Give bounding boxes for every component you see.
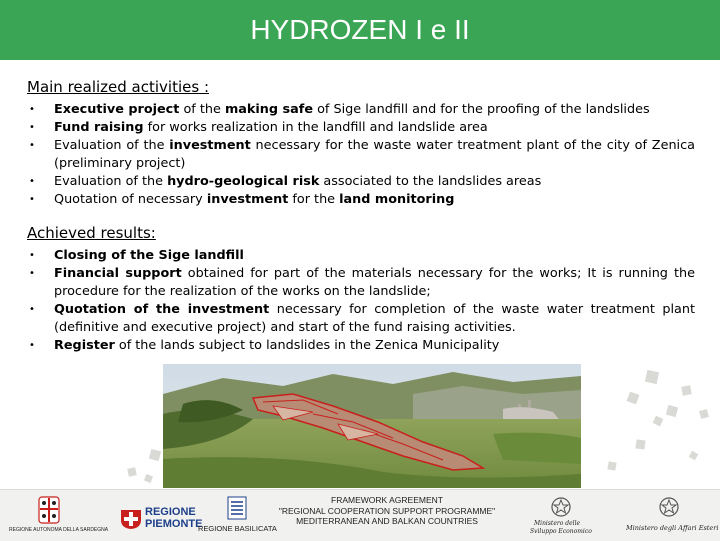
framework-agreement-text: FRAMEWORK AGREEMENT "REGIONAL COOPERATION SUPPORT PROGRAMME" MEDITERRANEAN AND BALKAN COUNTRIES [278,495,496,526]
bullet-icon: • [29,176,35,187]
ministero-esteri-logo: Ministero degli Affari Esteri [626,496,716,536]
bullet-icon: • [29,194,35,205]
landfill-photo [163,364,581,488]
basilicata-emblem-icon [227,496,247,520]
bullet-icon: • [29,104,35,115]
sardinia-caption: REGIONE AUTONOMA DELLA SARDEGNA [9,527,109,533]
activities-list [27,101,695,209]
list-item: • Register of the lands subject to landslides in the Zenica Municipality [29,338,500,353]
list-item: • Quotation of the investment necessary for completion of the waste water treatment plant (definitive and executive project) and start of the fund raising activities. [29,302,695,335]
bullet-icon: • [29,304,35,315]
list-item: • Fund raising for works realization in the landfill and landslide area [29,120,488,135]
section-heading-activities: Main realized activities : [27,78,210,96]
list-item: • Evaluation of the hydro-geological risk associated to the landslides areas [29,174,542,189]
bullet-icon: • [29,268,35,279]
list-item: • Closing of the Sige landfill [29,248,244,263]
italian-emblem-icon [550,496,572,518]
bullet-icon: • [29,122,35,133]
page-title: HYDROZEN I e II [250,14,470,45]
bullet-icon: • [29,250,35,261]
piemonte-logo: REGIONE PIEMONTE [117,496,215,536]
italian-emblem-icon [658,496,680,518]
results-list [27,247,695,355]
basilicata-caption: REGIONE BASILICATA [198,524,277,533]
piemonte-shield-icon [119,508,143,530]
list-item: • Financial support obtained for part of the materials necessary for the works; It is running the procedure for the realization of the works on the landslide; [29,266,695,299]
footer-logos [0,489,720,541]
bullet-icon: • [29,140,35,151]
sardinia-flag-icon [38,496,60,524]
ministero-sviluppo-logo: Ministero delle Sviluppo Economico [528,496,598,536]
list-item: • Quotation of necessary investment for the land monitoring [29,192,455,207]
section-heading-results: Achieved results: [27,224,156,242]
list-item: • Executive project of the making safe of Sige landfill and for the proofing of the landslides [29,102,650,117]
bullet-icon: • [29,340,35,351]
list-item: • Evaluation of the investment necessary for the waste water treatment plant of the city of Zenica (preliminary project) [29,138,695,171]
title-bar [0,0,720,62]
